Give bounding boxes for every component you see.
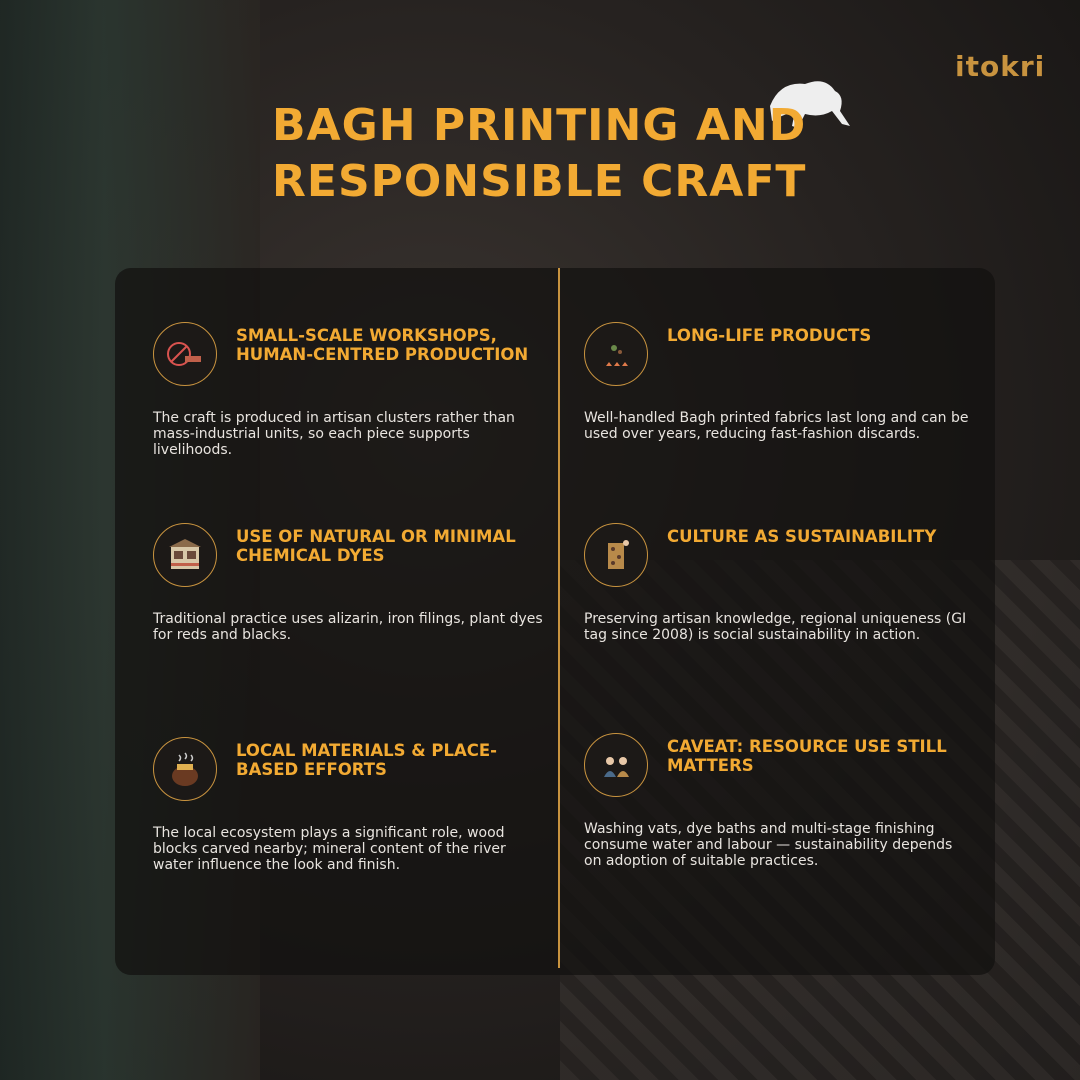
item-body: Washing vats, dye baths and multi-stage finishing consume water and labour — sustainability depends on adoption of suitable practices. <box>584 821 953 869</box>
page-title <box>272 98 806 210</box>
long-life-icon <box>584 322 648 386</box>
brand-logo: itokri <box>955 50 1046 83</box>
artisans-icon <box>584 733 648 797</box>
title-line-1: BAGH PRINTING AND <box>272 100 807 151</box>
item-heading: CULTURE AS SUSTAINABILITY <box>667 527 937 546</box>
item-body: The local ecosystem plays a significant role, wood blocks carved nearby; mineral content of the river water influence the look and finish. <box>153 825 506 873</box>
dye-pot-icon <box>153 737 217 801</box>
item-heading: LOCAL MATERIALS & PLACE-BASED EFFORTS <box>236 741 498 779</box>
dyes-shop-icon <box>153 523 217 587</box>
column-divider <box>558 268 560 968</box>
culture-fabric-icon <box>584 523 648 587</box>
item-heading: LONG-LIFE PRODUCTS <box>667 326 872 345</box>
item-body: Traditional practice uses alizarin, iron filings, plant dyes for reds and blacks. <box>153 611 543 643</box>
item-body: Preserving artisan knowledge, regional uniqueness (GI tag since 2008) is social sustainability in action. <box>584 611 967 643</box>
item-body: The craft is produced in artisan clusters rather than mass-industrial units, so each piece supports livelihoods. <box>153 410 515 458</box>
title-line-2: RESPONSIBLE CRAFT <box>272 156 807 207</box>
item-body: Well-handled Bagh printed fabrics last long and can be used over years, reducing fast-fashion discards. <box>584 410 969 442</box>
workshop-icon <box>153 322 217 386</box>
item-heading: SMALL-SCALE WORKSHOPS, HUMAN-CENTRED PRODUCTION <box>236 326 529 364</box>
item-heading: CAVEAT: RESOURCE USE STILL MATTERS <box>667 737 947 775</box>
item-heading: USE OF NATURAL OR MINIMAL CHEMICAL DYES <box>236 527 516 565</box>
